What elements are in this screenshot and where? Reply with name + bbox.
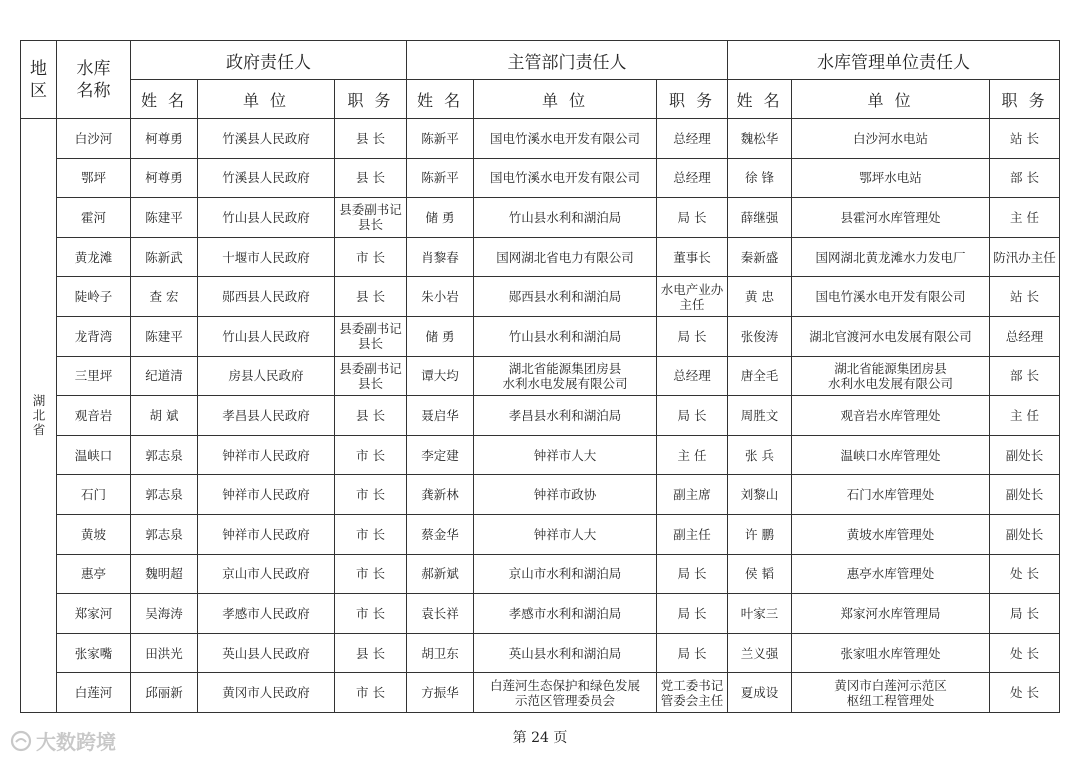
gov-post-cell: 市 长 [335, 475, 407, 515]
unit-post-cell: 处 长 [990, 633, 1060, 673]
unit-name-header: 姓 名 [728, 80, 792, 119]
unit-unit-cell: 国电竹溪水电开发有限公司 [792, 277, 990, 317]
gov-post-cell: 县 长 [335, 277, 407, 317]
gov-name-cell: 田洪光 [131, 633, 198, 673]
gov-name-cell: 陈新武 [131, 237, 198, 277]
gov-post-cell: 市 长 [335, 554, 407, 594]
gov-unit-cell: 钟祥市人民政府 [198, 475, 335, 515]
gov-post-cell: 县 长 [335, 633, 407, 673]
reservoir-cell: 陡岭子 [57, 277, 131, 317]
region-header-text: 地区 [30, 58, 47, 101]
dept-unit-cell: 钟祥市人大 [474, 514, 657, 554]
dept-name-cell: 袁长祥 [407, 594, 474, 634]
unit-name-cell: 张俊涛 [728, 316, 792, 356]
gov-unit-cell: 竹溪县人民政府 [198, 158, 335, 198]
dept-post-cell: 党工委书记 管委会主任 [657, 673, 728, 713]
reservoir-cell: 黄龙滩 [57, 237, 131, 277]
dept-name-cell: 储 勇 [407, 198, 474, 238]
gov-unit-cell: 孝昌县人民政府 [198, 396, 335, 436]
dept-name-cell: 谭大均 [407, 356, 474, 396]
reservoir-cell: 白莲河 [57, 673, 131, 713]
gov-name-cell: 郭志泉 [131, 435, 198, 475]
unit-unit-cell: 黄坡水库管理处 [792, 514, 990, 554]
dept-post-cell: 局 长 [657, 198, 728, 238]
dept-post-cell: 局 长 [657, 633, 728, 673]
gov-unit-cell: 钟祥市人民政府 [198, 435, 335, 475]
table-row [21, 119, 1060, 159]
unit-unit-cell: 温峡口水库管理处 [792, 435, 990, 475]
dept-unit-cell: 国电竹溪水电开发有限公司 [474, 119, 657, 159]
gov-name-cell: 纪道清 [131, 356, 198, 396]
reservoir-cell: 鄂坪 [57, 158, 131, 198]
gov-unit-header: 单 位 [198, 80, 335, 119]
gov-name-cell: 吴海涛 [131, 594, 198, 634]
dept-name-cell: 聂启华 [407, 396, 474, 436]
unit-post-cell: 处 长 [990, 554, 1060, 594]
unit-unit-cell: 鄂坪水电站 [792, 158, 990, 198]
unit-unit-cell: 白沙河水电站 [792, 119, 990, 159]
unit-post-cell: 防汛办主任 [990, 237, 1060, 277]
unit-unit-header: 单 位 [792, 80, 990, 119]
dept-unit-cell: 京山市水利和湖泊局 [474, 554, 657, 594]
unit-post-cell: 总经理 [990, 316, 1060, 356]
unit-post-cell: 主 任 [990, 396, 1060, 436]
unit-name-cell: 薛继强 [728, 198, 792, 238]
region-cell: 湖北省 [21, 119, 57, 713]
unit-name-cell: 黄 忠 [728, 277, 792, 317]
dept-unit-cell: 竹山县水利和湖泊局 [474, 316, 657, 356]
gov-unit-cell: 黄冈市人民政府 [198, 673, 335, 713]
gov-post-cell: 县 长 [335, 119, 407, 159]
dept-unit-header: 单 位 [474, 80, 657, 119]
gov-group-header: 政府责任人 [131, 41, 407, 80]
gov-unit-cell: 英山县人民政府 [198, 633, 335, 673]
dept-post-cell: 局 长 [657, 396, 728, 436]
table-row [21, 673, 1060, 713]
gov-post-cell: 市 长 [335, 594, 407, 634]
gov-post-cell: 市 长 [335, 435, 407, 475]
dept-unit-cell: 竹山县水利和湖泊局 [474, 198, 657, 238]
table-row [21, 316, 1060, 356]
dept-post-cell: 副主席 [657, 475, 728, 515]
gov-post-cell: 县委副书记 县长 [335, 356, 407, 396]
reservoir-header [57, 41, 131, 119]
region-header [21, 41, 57, 119]
unit-name-cell: 刘黎山 [728, 475, 792, 515]
unit-name-cell: 兰义强 [728, 633, 792, 673]
gov-unit-cell: 竹溪县人民政府 [198, 119, 335, 159]
reservoir-cell: 张家嘴 [57, 633, 131, 673]
table-row [21, 514, 1060, 554]
dept-group-header: 主管部门责任人 [407, 41, 728, 80]
gov-name-cell: 胡 斌 [131, 396, 198, 436]
unit-post-cell: 部 长 [990, 158, 1060, 198]
gov-name-cell: 查 宏 [131, 277, 198, 317]
dept-post-cell: 局 长 [657, 594, 728, 634]
page-number: 第 24 页 [512, 730, 568, 746]
responsibility-table [20, 40, 1060, 713]
unit-unit-cell: 郑家河水库管理局 [792, 594, 990, 634]
dept-name-cell: 郝新斌 [407, 554, 474, 594]
gov-post-cell: 市 长 [335, 237, 407, 277]
unit-post-cell: 局 长 [990, 594, 1060, 634]
table-row [21, 633, 1060, 673]
gov-name-cell: 柯尊勇 [131, 119, 198, 159]
unit-unit-cell: 黄冈市白莲河示范区 枢纽工程管理处 [792, 673, 990, 713]
reservoir-cell: 郑家河 [57, 594, 131, 634]
header-row-groups [21, 41, 1060, 80]
gov-name-cell: 郭志泉 [131, 514, 198, 554]
gov-post-cell: 县委副书记 县长 [335, 316, 407, 356]
unit-post-cell: 站 长 [990, 277, 1060, 317]
reservoir-cell: 白沙河 [57, 119, 131, 159]
table-row [21, 277, 1060, 317]
reservoir-cell: 惠亭 [57, 554, 131, 594]
dept-name-cell: 肖黎春 [407, 237, 474, 277]
unit-post-cell: 站 长 [990, 119, 1060, 159]
gov-unit-cell: 钟祥市人民政府 [198, 514, 335, 554]
dept-name-cell: 龚新林 [407, 475, 474, 515]
unit-post-cell: 主 任 [990, 198, 1060, 238]
dept-unit-cell: 国网湖北省电力有限公司 [474, 237, 657, 277]
unit-group-header: 水库管理单位责任人 [728, 41, 1060, 80]
table-row [21, 158, 1060, 198]
gov-unit-cell: 竹山县人民政府 [198, 316, 335, 356]
table-row [21, 554, 1060, 594]
unit-unit-cell: 县霍河水库管理处 [792, 198, 990, 238]
unit-name-cell: 魏松华 [728, 119, 792, 159]
dept-name-cell: 陈新平 [407, 119, 474, 159]
unit-name-cell: 周胜文 [728, 396, 792, 436]
gov-post-cell: 县委副书记 县长 [335, 198, 407, 238]
gov-name-cell: 邱丽新 [131, 673, 198, 713]
gov-unit-cell: 京山市人民政府 [198, 554, 335, 594]
unit-name-cell: 张 兵 [728, 435, 792, 475]
dept-post-cell: 总经理 [657, 158, 728, 198]
unit-name-cell: 叶家三 [728, 594, 792, 634]
gov-name-cell: 柯尊勇 [131, 158, 198, 198]
dept-name-cell: 胡卫东 [407, 633, 474, 673]
dept-post-cell: 主 任 [657, 435, 728, 475]
dept-post-cell: 总经理 [657, 119, 728, 159]
watermark-text: 大数跨境 [36, 730, 116, 754]
table-row [21, 356, 1060, 396]
dept-unit-cell: 孝昌县水利和湖泊局 [474, 396, 657, 436]
table-row [21, 237, 1060, 277]
dept-name-cell: 朱小岩 [407, 277, 474, 317]
gov-unit-cell: 孝感市人民政府 [198, 594, 335, 634]
reservoir-cell: 石门 [57, 475, 131, 515]
gov-post-cell: 市 长 [335, 514, 407, 554]
table-row [21, 475, 1060, 515]
reservoir-cell: 温峡口 [57, 435, 131, 475]
dept-post-cell: 局 长 [657, 316, 728, 356]
unit-unit-cell: 湖北省能源集团房县 水利水电发展有限公司 [792, 356, 990, 396]
dept-post-cell: 副主任 [657, 514, 728, 554]
gov-name-cell: 郭志泉 [131, 475, 198, 515]
gov-name-cell: 陈建平 [131, 198, 198, 238]
reservoir-cell: 黄坡 [57, 514, 131, 554]
dept-name-cell: 方振华 [407, 673, 474, 713]
dept-post-cell: 董事长 [657, 237, 728, 277]
dept-post-cell: 局 长 [657, 554, 728, 594]
reservoir-header-text: 水库名称 [76, 58, 111, 101]
reservoir-cell: 观音岩 [57, 396, 131, 436]
dept-unit-cell: 国电竹溪水电开发有限公司 [474, 158, 657, 198]
unit-post-cell: 副处长 [990, 475, 1060, 515]
dept-post-header: 职 务 [657, 80, 728, 119]
dept-name-header: 姓 名 [407, 80, 474, 119]
unit-post-header: 职 务 [990, 80, 1060, 119]
dept-unit-cell: 白莲河生态保护和绿色发展 示范区管理委员会 [474, 673, 657, 713]
header-row-fields [21, 80, 1060, 119]
dept-unit-cell: 郧西县水利和湖泊局 [474, 277, 657, 317]
gov-name-cell: 陈建平 [131, 316, 198, 356]
gov-unit-cell: 房县人民政府 [198, 356, 335, 396]
dept-unit-cell: 钟祥市政协 [474, 475, 657, 515]
table-row [21, 198, 1060, 238]
unit-unit-cell: 张家咀水库管理处 [792, 633, 990, 673]
table-row [21, 396, 1060, 436]
dept-name-cell: 蔡金华 [407, 514, 474, 554]
dept-name-cell: 储 勇 [407, 316, 474, 356]
dept-name-cell: 陈新平 [407, 158, 474, 198]
unit-post-cell: 部 长 [990, 356, 1060, 396]
unit-name-cell: 唐全毛 [728, 356, 792, 396]
dept-name-cell: 李定建 [407, 435, 474, 475]
gov-post-cell: 县 长 [335, 158, 407, 198]
unit-unit-cell: 惠亭水库管理处 [792, 554, 990, 594]
unit-post-cell: 处 长 [990, 673, 1060, 713]
dept-unit-cell: 英山县水利和湖泊局 [474, 633, 657, 673]
unit-unit-cell: 观音岩水库管理处 [792, 396, 990, 436]
gov-name-header: 姓 名 [131, 80, 198, 119]
unit-name-cell: 徐 锋 [728, 158, 792, 198]
unit-name-cell: 夏成设 [728, 673, 792, 713]
table-row [21, 594, 1060, 634]
dept-unit-cell: 钟祥市人大 [474, 435, 657, 475]
dept-unit-cell: 湖北省能源集团房县 水利水电发展有限公司 [474, 356, 657, 396]
table-row [21, 435, 1060, 475]
gov-post-cell: 市 长 [335, 673, 407, 713]
table-body [21, 119, 1060, 713]
reservoir-cell: 龙背湾 [57, 316, 131, 356]
gov-post-cell: 县 长 [335, 396, 407, 436]
unit-name-cell: 侯 韬 [728, 554, 792, 594]
gov-post-header: 职 务 [335, 80, 407, 119]
gov-unit-cell: 竹山县人民政府 [198, 198, 335, 238]
gov-unit-cell: 十堰市人民政府 [198, 237, 335, 277]
gov-unit-cell: 郧西县人民政府 [198, 277, 335, 317]
reservoir-cell: 霍河 [57, 198, 131, 238]
dept-unit-cell: 孝感市水利和湖泊局 [474, 594, 657, 634]
unit-post-cell: 副处长 [990, 435, 1060, 475]
unit-unit-cell: 石门水库管理处 [792, 475, 990, 515]
unit-unit-cell: 湖北官渡河水电发展有限公司 [792, 316, 990, 356]
dept-post-cell: 水电产业办 主任 [657, 277, 728, 317]
unit-unit-cell: 国网湖北黄龙滩水力发电厂 [792, 237, 990, 277]
gov-name-cell: 魏明超 [131, 554, 198, 594]
unit-post-cell: 副处长 [990, 514, 1060, 554]
unit-name-cell: 许 鹏 [728, 514, 792, 554]
unit-name-cell: 秦新盛 [728, 237, 792, 277]
dept-post-cell: 总经理 [657, 356, 728, 396]
reservoir-cell: 三里坪 [57, 356, 131, 396]
